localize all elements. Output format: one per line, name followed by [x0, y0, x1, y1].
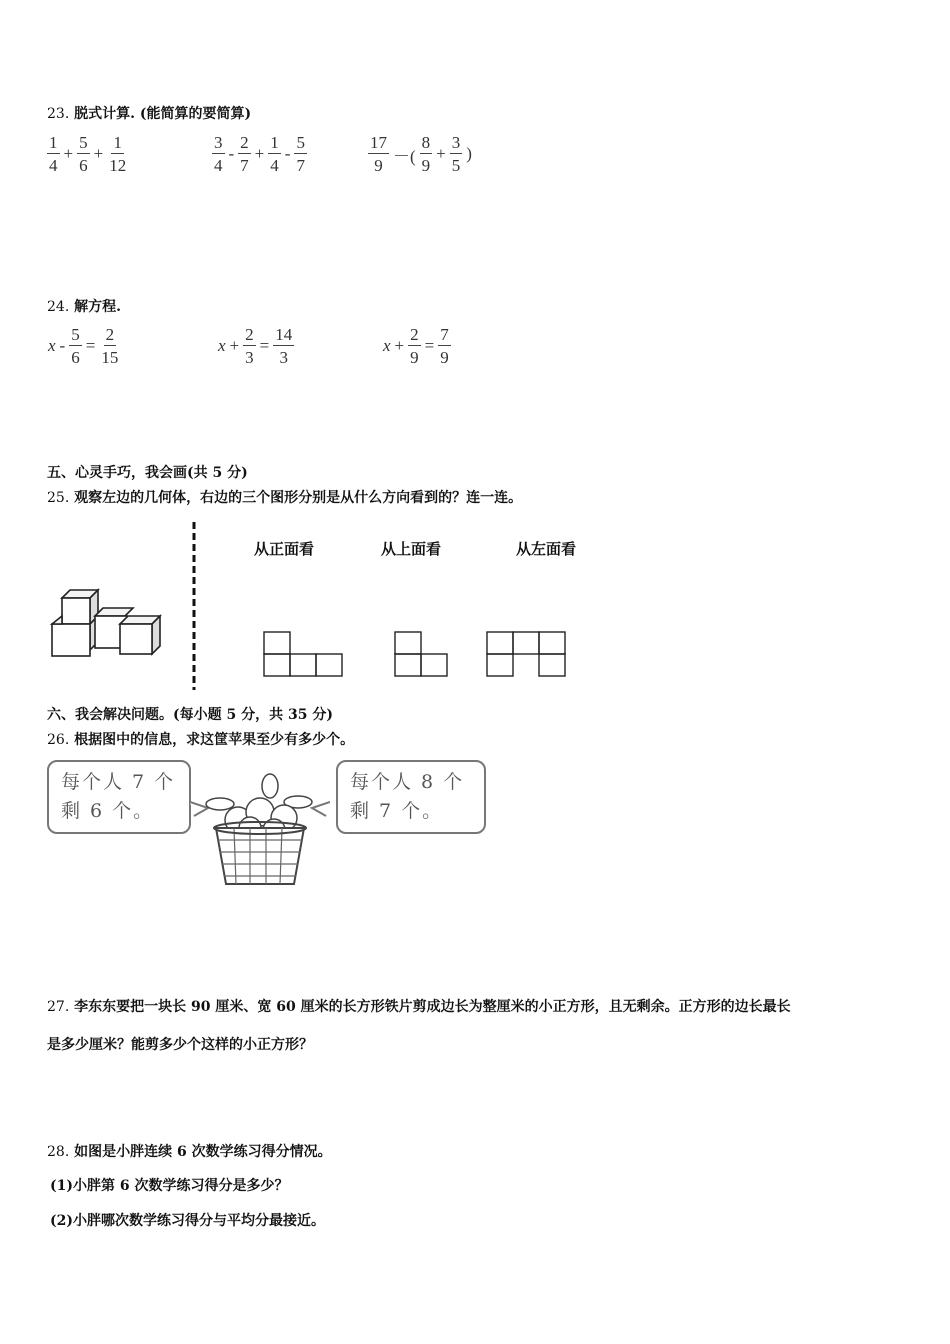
speech-bubble-left: 每个人 7 个 剩 6 个。	[47, 760, 191, 834]
question-number: 27.	[47, 999, 70, 1015]
view-label-front: 从正面看	[254, 540, 315, 558]
equation-24-2: x + $\frac{2}{3}$ = $\frac{14}{3}$	[218, 325, 293, 367]
question-27-line-1	[47, 996, 791, 1016]
question-title: 如图是小胖连续 6 次数学练习得分情况。	[74, 1144, 332, 1160]
view-label-left: 从左面看	[516, 540, 577, 558]
equation-24-1: x - $\frac{5}{6}$ = $\frac{2}{15}$	[48, 325, 119, 367]
question-24	[47, 296, 121, 316]
question-title: 脱式计算. (能简算的要简算)	[74, 106, 252, 122]
expression-23-1: $\frac{1}{4}$ + $\frac{5}{6}$ + $\frac{1}{12}$	[49, 133, 127, 175]
expression-23-3: $\frac{17}{9}$ －( $\frac{8}{9}$ + $\frac{3}{5}$ )	[370, 133, 472, 175]
view-label-top: 从上面看	[381, 540, 442, 558]
section-five-title: 五、心灵手巧，我会画(共 5 分)	[47, 465, 248, 481]
question-27-line-2: 是多少厘米？能剪多少个这样的小正方形？	[47, 1037, 313, 1053]
equation-24-3: x + $\frac{2}{9}$ = $\frac{7}{9}$	[383, 325, 449, 367]
top-view-grid	[395, 632, 447, 676]
question-number: 24.	[47, 299, 70, 315]
speech-bubble-right: 每个人 8 个 剩 7 个。	[336, 760, 486, 834]
question-title: 解方程.	[74, 299, 122, 315]
question-title: 根据图中的信息，求这筐苹果至少有多少个。	[74, 732, 355, 748]
question-26	[47, 729, 354, 749]
question-23	[47, 103, 251, 123]
apple-basket-illustration	[190, 772, 330, 890]
left-view-grid	[487, 632, 565, 676]
expression-23-2: $\frac{3}{4}$ - $\frac{2}{7}$ + $\frac{1}{4}$ - $\frac{5}{7}$	[214, 133, 305, 175]
question-number: 25.	[47, 490, 70, 506]
cube-solid-drawing	[52, 590, 160, 656]
question-25	[47, 487, 522, 507]
front-view-grid	[264, 632, 342, 676]
question-number: 28.	[47, 1144, 70, 1160]
question-number: 26.	[47, 732, 70, 748]
question-28	[47, 1141, 332, 1161]
section-six-title: 六、我会解决问题。(每小题 5 分，共 35 分)	[47, 707, 333, 723]
question-28-part-2: (2)小胖哪次数学练习得分与平均分最接近。	[50, 1213, 325, 1229]
question-number: 23.	[47, 106, 70, 122]
question-28-part-1: (1)小胖第 6 次数学练习得分是多少？	[50, 1178, 289, 1194]
question-title: 观察左边的几何体，右边的三个图形分别是从什么方向看到的？连一连。	[74, 490, 523, 506]
question-text: 李东东要把一块长 90 厘米、宽 60 厘米的长方形铁片剪成边长为整厘米的小正方形，且无剩余。正方形的边长最长	[74, 999, 791, 1015]
